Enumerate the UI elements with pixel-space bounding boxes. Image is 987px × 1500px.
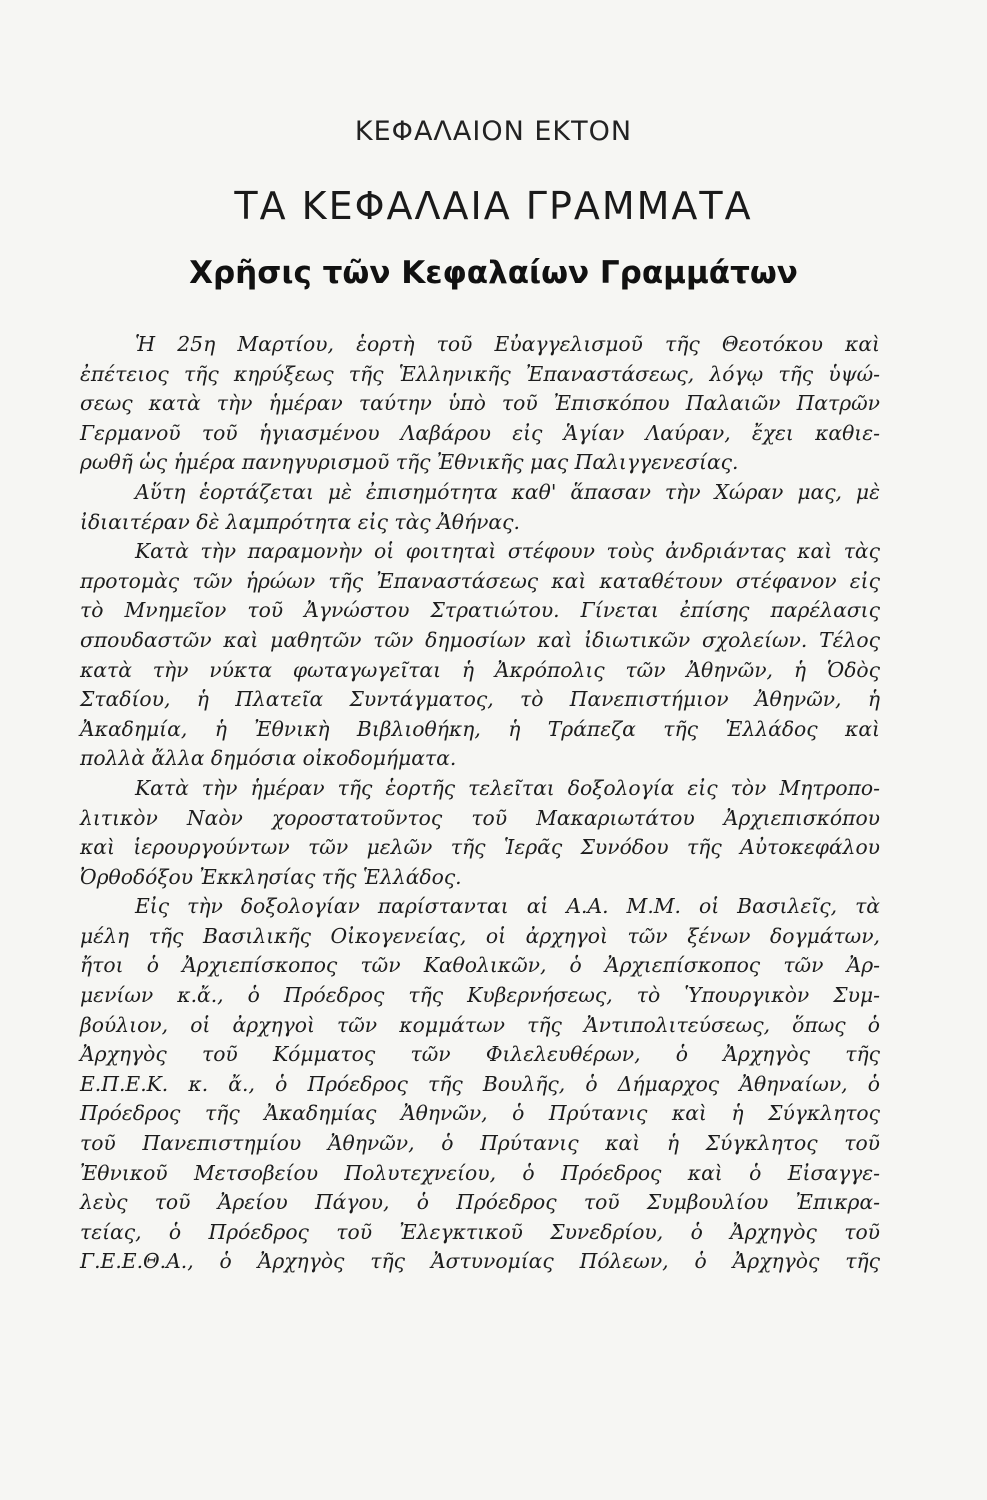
- text-line: ἰδιαιτέραν δὲ λαμπρότητα εἰς τὰς Ἀθήνας.: [80, 509, 520, 534]
- text-line: Ἡ 25η Μαρτίου, ἑορτὴ τοῦ Εὐαγγελισμοῦ τῆς Θεοτόκου καὶ: [135, 332, 880, 356]
- text-line: προτομὰς τῶν ἡρώων τῆς Ἐπαναστάσεως καὶ καταθέτουν στέφανον εἰς: [80, 568, 880, 593]
- chapter-title: ΤΑ ΚΕΦΑΛΑΙΑ ΓΡΑΜΜΑΤΑ: [234, 184, 753, 228]
- text-line: ἤτοι ὁ Ἀρχιεπίσκοπος τῶν Καθολικῶν, ὁ Ἀρχιεπίσκοπος τῶν Ἀρ-: [80, 953, 880, 978]
- text-line: Αὕτη ἑορτάζεται μὲ ἐπισημότητα καθ' ἅπασαν τὴν Χώραν μας, μὲ: [135, 479, 880, 504]
- text-line: λεὺς τοῦ Ἀρείου Πάγου, ὁ Πρόεδρος τοῦ Συμβουλίου Ἐπικρα-: [80, 1190, 880, 1215]
- text-line: μέλη τῆς Βασιλικῆς Οἰκογενείας, οἱ ἀρχηγοὶ τῶν ξένων δογμάτων,: [80, 923, 880, 948]
- text-line: Εἰς τὴν δοξολογίαν παρίστανται αἱ Α.Α. Μ.Μ. οἱ Βασιλεῖς, τὰ: [135, 894, 880, 919]
- text-line: σεως κατὰ τὴν ἡμέραν ταύτην ὑπὸ τοῦ Ἐπισκόπου Παλαιῶν Πατρῶν: [80, 391, 880, 416]
- text-line: μενίων κ.ἄ., ὁ Πρόεδρος τῆς Κυβερνήσεως, τὸ Ὑπουργικὸν Συμ-: [80, 983, 880, 1008]
- text-line: τοῦ Πανεπιστημίου Ἀθηνῶν, ὁ Πρύτανις καὶ ἡ Σύγκλητος τοῦ: [80, 1131, 880, 1156]
- text-line: Ἀρχηγὸς τοῦ Κόμματος τῶν Φιλελευθέρων, ὁ Ἀρχηγὸς τῆς: [80, 1042, 880, 1067]
- text-line: πολλὰ ἄλλα δημόσια οἰκοδομήματα.: [80, 746, 457, 771]
- paragraph-5: [80, 892, 880, 1277]
- text-line: ρωθῆ ὡς ἡμέρα πανηγυρισμοῦ τῆς Ἐθνικῆς μας Παλιγγενεσίας.: [80, 450, 739, 475]
- paragraph-1: [80, 330, 880, 478]
- text-line: Κατὰ τὴν παραμονὴν οἱ φοιτηταὶ στέφουν τοὺς ἀνδριάντας καὶ τὰς: [135, 539, 880, 564]
- text-line: Γερμανοῦ τοῦ ἡγιασμένου Λαβάρου εἰς Ἁγίαν Λαύραν, ἔχει καθιε-: [80, 420, 880, 445]
- text-line: Κατὰ τὴν ἡμέραν τῆς ἑορτῆς τελεῖται δοξολογία εἰς τὸν Μητροπο-: [135, 775, 880, 800]
- text-line: λιτικὸν Ναὸν χοροστατοῦντος τοῦ Μακαριωτάτου Ἀρχιεπισκόπου: [80, 805, 880, 830]
- text-line: Ἀκαδημία, ἡ Ἐθνικὴ Βιβλιοθήκη, ἡ Τράπεζα τῆς Ἑλλάδος καὶ: [80, 716, 880, 741]
- text-line: Ε.Π.Ε.Κ. κ. ἄ., ὁ Πρόεδρος τῆς Βουλῆς, ὁ Δήμαρχος Ἀθηναίων, ὁ: [80, 1071, 880, 1096]
- text-line: τὸ Μνημεῖον τοῦ Ἀγνώστου Στρατιώτου. Γίνεται ἐπίσης παρέλασις: [80, 598, 880, 623]
- text-line: Πρόεδρος τῆς Ἀκαδημίας Ἀθηνῶν, ὁ Πρύτανις καὶ ἡ Σύγκλητος: [80, 1101, 880, 1126]
- section-title: Χρῆσις τῶν Κεφαλαίων Γραμμάτων: [189, 255, 798, 291]
- paragraph-4: [80, 774, 880, 892]
- text-line: καὶ ἱερουργούντων τῶν μελῶν τῆς Ἱερᾶς Συνόδου τῆς Αὐτοκεφάλου: [80, 835, 880, 860]
- text-line: σπουδαστῶν καὶ μαθητῶν τῶν δημοσίων καὶ ἰδιωτικῶν σχολείων. Τέλος: [80, 627, 880, 652]
- body-text: [80, 330, 880, 1277]
- text-line: ἐπέτειος τῆς κηρύξεως τῆς Ἑλληνικῆς Ἐπαναστάσεως, λόγῳ τῆς ὑψώ-: [80, 361, 880, 386]
- text-line: Σταδίου, ἡ Πλατεῖα Συντάγματος, τὸ Πανεπιστήμιον Ἀθηνῶν, ἡ: [80, 687, 880, 712]
- paragraph-3: [80, 537, 880, 774]
- text-line: τείας, ὁ Πρόεδρος τοῦ Ἐλεγκτικοῦ Συνεδρίου, ὁ Ἀρχηγὸς τοῦ: [80, 1219, 880, 1244]
- text-line: βούλιον, οἱ ἀρχηγοὶ τῶν κομμάτων τῆς Ἀντιπολιτεύσεως, ὅπως ὁ: [80, 1012, 880, 1037]
- text-line: Γ.Ε.Ε.Θ.Α., ὁ Ἀρχηγὸς τῆς Ἀστυνομίας Πόλεων, ὁ Ἀρχηγὸς τῆς: [80, 1249, 880, 1274]
- paragraph-2: [80, 478, 880, 537]
- text-line: Ἐθνικοῦ Μετσοβείου Πολυτεχνείου, ὁ Πρόεδρος καὶ ὁ Εἰσαγγε-: [80, 1160, 880, 1185]
- text-line: Ὀρθοδόξου Ἐκκλησίας τῆς Ἑλλάδος.: [80, 864, 462, 889]
- text-line: κατὰ τὴν νύκτα φωταγωγεῖται ἡ Ἀκρόπολις τῶν Ἀθηνῶν, ἡ Ὁδὸς: [80, 657, 880, 682]
- chapter-label: ΚΕΦΑΛΑΙΟΝ ΕΚΤΟΝ: [354, 116, 633, 147]
